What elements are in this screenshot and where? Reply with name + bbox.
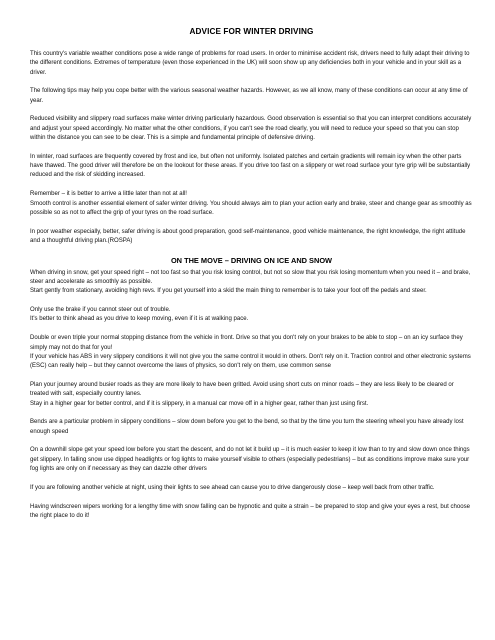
main-roads-paragraph: Plan your journey around busier roads as they are more likely to have been gritted. Avoid using short cuts on minor roads – they are less likely to be cleared or treated with salt, especially country lanes. bbox=[30, 381, 454, 398]
brake-note: Only use the brake if you cannot steer out of trouble. bbox=[30, 307, 171, 314]
visibility-paragraph: Reduced visibility and slippery road surfaces make winter driving particularly hazardous. Good observation is essential so that you can interpret conditions accurately and adjust your speed accordingly. No matter what the other conditions, if you can't see the road clearly, you will need to reduce your speed so that you can stop within the distance you can see to be clear. This is a simple and fundamental principle of defensive driving. bbox=[30, 116, 472, 142]
intro-paragraph: This country's variable weather conditions pose a wide range of problems for road users. In order to minimise accident risk, drivers need to fully adapt their driving to the different conditions. Extremes of temperature (even those experienced in the UK) will soon show up any deficiencies both in your vehicle and in your skill as a driver. bbox=[30, 51, 470, 76]
wipers-paragraph: Having windscreen wipers working for a lengthy time with snow falling can be hypnotic and quite a strain – be prepared to stop and give your eyes a rest, but choose the right place to do it! bbox=[30, 503, 470, 519]
remember-line: Remember – it is better to arrive a little later than not at all! bbox=[30, 191, 187, 198]
following-night-paragraph: If you are following another vehicle at night, using their lights to see ahead can cause you to drive dangerously close – keep well back from other traffic. bbox=[30, 484, 435, 491]
bends-paragraph: Bends are a particular problem in slippery conditions – slow down before you get to the bend, so that by the time you turn the steering wheel you have already lost enough speed bbox=[30, 419, 464, 435]
section-heading: ON THE MOVE – DRIVING ON ICE AND SNOW bbox=[170, 255, 333, 265]
downhill-paragraph: On a downhill slope get your speed low before you start the descent, and do not let it build up – it is much easier to keep it low than to try and slow down once things get slippery. In falling snow use dipped headlights or fog lights to make yourself visible to others (especially pedestrians) – but as conditions improve make sure your fog lights are only on if necessary as they can dazzle other drivers bbox=[30, 447, 470, 472]
start-gently-paragraph: Start gently from stationary, avoiding high revs. If you get yourself into a skid the main thing to remember is to take your foot off the pedals and steer. bbox=[30, 288, 427, 295]
stopping-distance-paragraph: Double or even triple your normal stopping distance from the vehicle in front. Drive so that you don't rely on your brakes to be able to stop – on an icy surface they simply may not do that for you! bbox=[30, 335, 463, 351]
rospa-paragraph: In poor weather especially, better, safer driving is about good preparation, good self-maintenance, good vehicle maintenance, the right knowledge, the right attitude and a thoughtful driving plan.(ROSPA) bbox=[30, 228, 466, 244]
abs-esc-paragraph: If your vehicle has ABS in very slippery conditions it will not give you the same control it would in others. Don't rely on it. Traction control and other electronic systems (ESC) can really help – but they cannot overcome the laws of physics, so don't rely on them, use common sense bbox=[30, 353, 471, 370]
page-title: ADVICE FOR WINTER DRIVING bbox=[189, 27, 314, 36]
ice-snow-intro-paragraph: When driving in snow, get your speed right – not too fast so that you risk losing control, but not so slow that you risk losing momentum when you need it – and brake, steer and accelerate as smoothly as possible. bbox=[30, 269, 471, 286]
higher-gear-paragraph: Stay in a higher gear for better control, and if it is slippery, in a manual car move off in a higher gear, rather than just using first. bbox=[30, 400, 369, 407]
tips-paragraph: The following tips may help you cope better with the various seasonal weather hazards. However, as we all know, many of these conditions can occur at any time of year. bbox=[30, 88, 468, 104]
frost-ice-paragraph: In winter, road surfaces are frequently covered by frost and ice, but often not uniformly. Isolated patches and certain gradients will remain icy when the other parts have thawed. The good driver will therefore be on the lookout for these areas. If you drive too fast on a slippery or wet road surface your tyre grip will be substantially reduced and the risk of skidding increased. bbox=[30, 153, 471, 179]
smooth-control-paragraph: Smooth control is another essential element of safer winter driving. You should always aim to plan your action early and brake, steer and change gear as smoothly as possible so as not to affect the grip of your tyres on the road surface. bbox=[30, 200, 472, 216]
think-ahead-note: It's better to think ahead as you drive to keep moving, even if it is at walking pace. bbox=[30, 316, 249, 323]
